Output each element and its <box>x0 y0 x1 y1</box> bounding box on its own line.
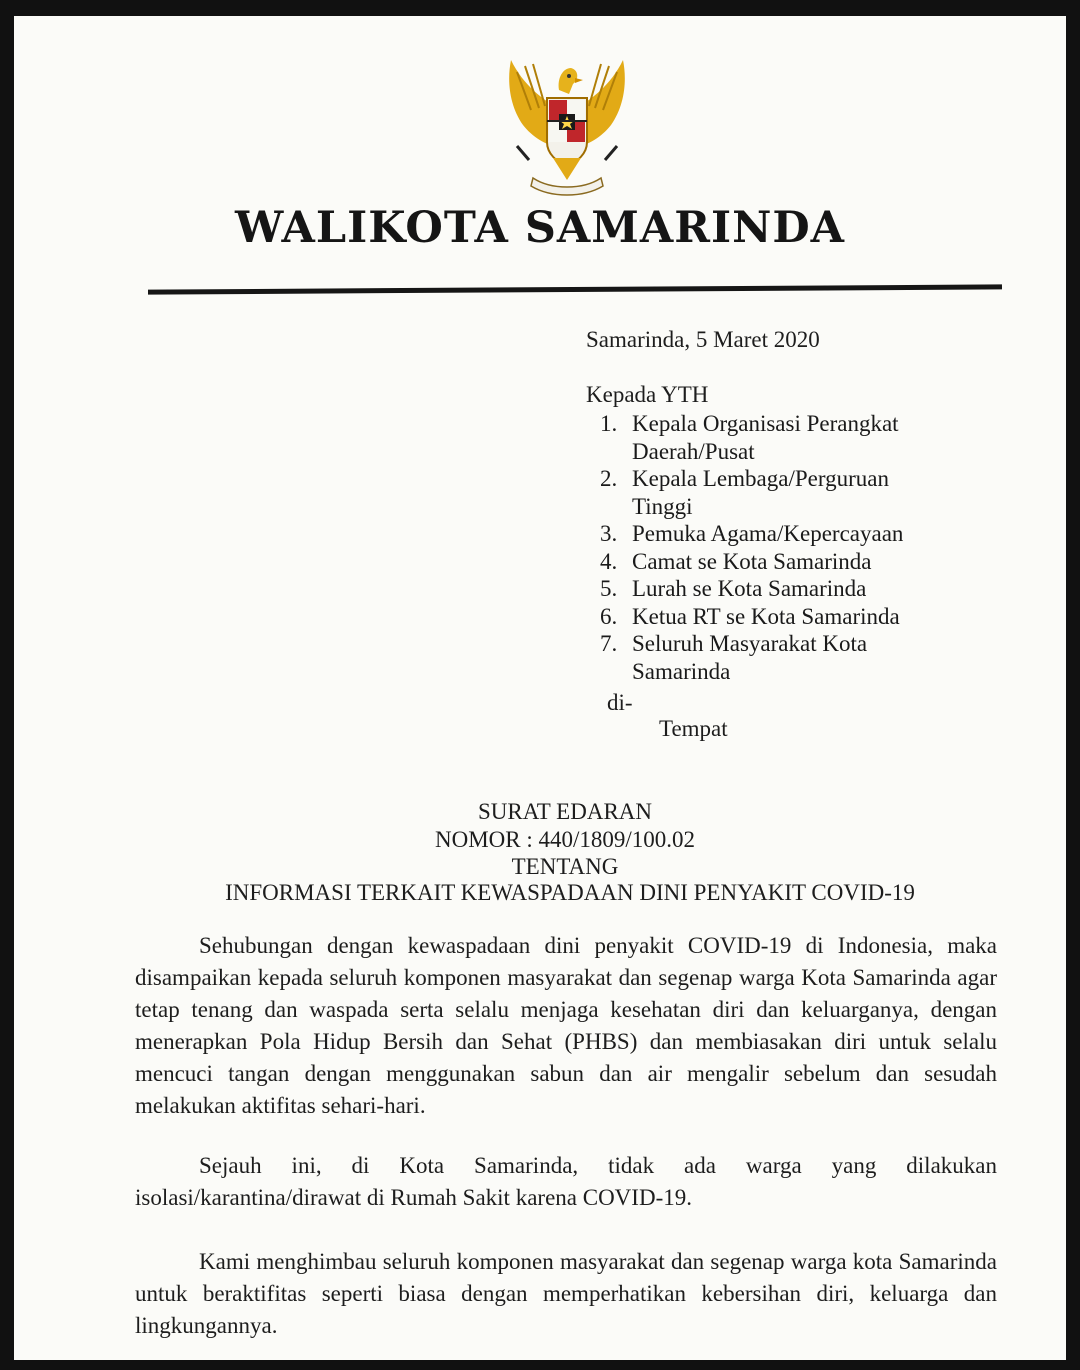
body-paragraph-2: Sejauh ini, di Kota Samarinda, tidak ada warga yang dilakukan isolasi/karantina/dirawat di Rumah Sakit karena COVID-19. <box>135 1153 997 1210</box>
list-item <box>600 575 952 603</box>
recipient-text: Camat se Kota Samarinda <box>632 548 872 574</box>
circular-number: NOMOR : 440/1809/100.02 <box>434 827 696 852</box>
recipient-number: 1. <box>600 411 618 436</box>
body-paragraph-1: Sehubungan dengan kewaspadaan dini penyakit COVID-19 di Indonesia, maka disampaikan kepada seluruh komponen masyarakat dan segenap warga Kota Samarinda agar tetap tenang dan waspada serta selalu menjaga kesehatan diri dan keluarganya, dengan menerapkan Pola Hidup Bersih dan Sehat (PHBS) dan membiasakan diri untuk selalu mencuci tangan dengan menggunakan sabun dan air mengalir sebelum dan sesudah melakukan aktifitas sehari-hari. <box>135 933 997 1118</box>
list-item <box>600 520 952 548</box>
list-item <box>600 603 952 631</box>
list-item <box>600 630 952 685</box>
letter-date: Samarinda, 5 Maret 2020 <box>586 327 820 352</box>
circular-about-label: TENTANG <box>511 854 619 879</box>
recipient-text: Lurah se Kota Samarinda <box>632 576 867 601</box>
place-label: Tempat <box>659 716 728 741</box>
recipient-text: Ketua RT se Kota Samarinda <box>632 603 900 629</box>
body-paragraph-3: Kami menghimbau seluruh komponen masyarakat dan segenap warga kota Samarinda untuk beraktifitas seperti biasa dengan memperhatikan kebersihan diri, keluarga dan lingkungannya. <box>135 1249 997 1338</box>
addressee-label: Kepada YTH <box>586 382 709 407</box>
recipient-number: 4. <box>600 548 618 574</box>
recipient-number: 3. <box>600 521 618 546</box>
recipient-text: Pemuka Agama/Kepercayaan <box>632 521 904 546</box>
list-item <box>600 410 952 465</box>
recipient-number: 5. <box>600 576 618 601</box>
recipient-list <box>600 410 952 685</box>
list-item <box>600 465 952 520</box>
circular-subject: INFORMASI TERKAIT KEWASPADAAN DINI PENYAKIT COVID-19 <box>225 880 915 905</box>
recipient-number: 2. <box>600 466 618 491</box>
recipient-number: 7. <box>600 631 618 656</box>
recipient-text: Kepala Organisasi Perangkat Daerah/Pusat <box>632 411 899 464</box>
recipient-text: Seluruh Masyarakat Kota Samarinda <box>632 631 868 684</box>
garuda-pancasila-emblem-icon <box>503 50 631 200</box>
recipient-number: 6. <box>600 603 618 629</box>
recipient-text: Kepala Lembaga/Perguruan Tinggi <box>632 466 889 519</box>
letterhead-title: WALIKOTA SAMARINDA <box>234 203 846 253</box>
list-item <box>600 548 952 576</box>
di-label: di- <box>607 690 633 715</box>
circular-type: SURAT EDARAN <box>477 799 653 824</box>
